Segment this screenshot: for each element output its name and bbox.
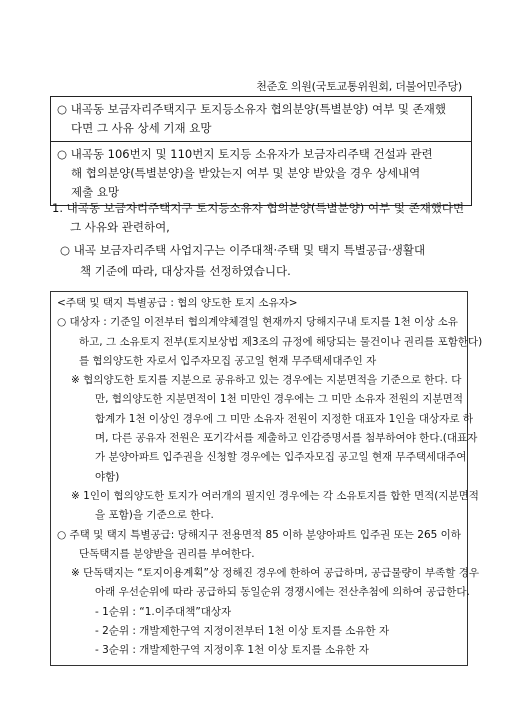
section-1-line-2: 그 사유와 관련하여, xyxy=(70,220,170,234)
question-1-line-2: 다면 그 사유 상세 기재 요망 xyxy=(71,121,212,135)
question-2-line-3: 제출 요망 xyxy=(71,185,120,199)
criteria-line: 며, 다른 공유자 전원은 포기각서를 제출하고 인감증명서를 첨부하여야 한다.(대표자 xyxy=(95,432,478,445)
criteria-title: <주택 및 택지 특별공급 : 협의 양도한 토지 소유자> xyxy=(57,297,298,309)
criteria-line: 만, 협의양도한 지분면적이 1천 미만인 경우에는 그 미만 소유자 전원의 지분면적 xyxy=(95,393,463,406)
answer-bullet xyxy=(60,240,425,282)
criteria-line: - 3순위 : 개발제한구역 지정이후 1천 이상 토지를 소유한 자 xyxy=(95,644,369,657)
answer-bullet-line-2: 책 기준에 따라, 대상자를 선정하였습니다. xyxy=(80,264,291,278)
answer-bullet-line-1: ○ 내곡 보금자리주택 사업지구는 이주대책·주택 및 택지 특별공급·생활대 xyxy=(60,243,426,257)
criteria-line: 단독택지를 분양받을 권리를 부여한다. xyxy=(79,547,255,560)
member-header: 천준호 의원(국토교통위원회, 더불어민주당) xyxy=(256,80,462,93)
criteria-line: 야함) xyxy=(95,470,120,483)
section-1-heading xyxy=(52,199,464,237)
criteria-box xyxy=(50,291,483,666)
criteria-line: 아래 우선순위에 따라 공급하되 동일순위 경쟁시에는 전산추첨에 의하여 공급한다. xyxy=(95,586,470,599)
question-2-line-1: ○ 내곡동 106번지 및 110번지 토지등 소유자가 보금자리주택 건설과 관련 xyxy=(57,147,433,161)
section-1-line-1: 1. 내곡동 보금자리주택지구 토지등소유자 협의분양(특별분양) 여부 및 존재했다면 xyxy=(52,201,465,215)
question-box xyxy=(50,96,472,206)
criteria-line: 하고, 그 소유토지 전부(토지보상법 제3조의 규정에 해당되는 물건이나 권리를 포함한다) xyxy=(79,335,483,348)
question-2-line-2: 해 협의분양(특별분양)을 받았는지 여부 및 분양 받았을 경우 상세내역 xyxy=(71,166,421,180)
criteria-line: ○ 주택 및 택지 특별공급: 당해지구 전용면적 85 이하 분양아파트 입주권 또는 265 이하 xyxy=(57,528,461,541)
question-1 xyxy=(51,97,471,141)
question-2 xyxy=(51,141,471,205)
question-1-line-1: ○ 내곡동 보금자리주택지구 토지등소유자 협의분양(특별분양) 여부 및 존재했 xyxy=(57,102,446,116)
criteria-line: 가 분양아파트 입주권을 신청할 경우에는 입주자모집 공고일 현재 무주택세대주여 xyxy=(95,451,467,464)
criteria-line: ※ 단독택지는 “토지이용계획”상 정해진 경우에 한하여 공급하며, 공급물량이 부족할 경우 xyxy=(71,567,480,580)
criteria-line: ※ 협의양도한 토지를 지분으로 공유하고 있는 경우에는 지분면적을 기준으로 한다. 다 xyxy=(71,374,462,387)
criteria-line: 를 협의양도한 자로서 입주자모집 공고일 현재 무주택세대주인 자 xyxy=(79,354,377,367)
criteria-line: ※ 1인이 협의양도한 토지가 여러개의 필지인 경우에는 각 소유토지를 합한 면적(지분면적 xyxy=(71,489,479,502)
criteria-line: ○ 대상자 : 기준일 이전부터 협의계약체결일 현재까지 당해지구내 토지를 1천 이상 소유 xyxy=(57,316,458,329)
criteria-line: 을 포함)을 기준으로 한다. xyxy=(95,509,214,522)
criteria-line: - 2순위 : 개발제한구역 지정이전부터 1천 이상 토지를 소유한 자 xyxy=(95,625,390,638)
criteria-line: 합계가 1천 이상인 경우에 그 미만 소유자 전원이 지정한 대표자 1인을 대상자로 하 xyxy=(95,412,473,425)
criteria-line: - 1순위 : “1.이주대책”대상자 xyxy=(95,605,232,618)
